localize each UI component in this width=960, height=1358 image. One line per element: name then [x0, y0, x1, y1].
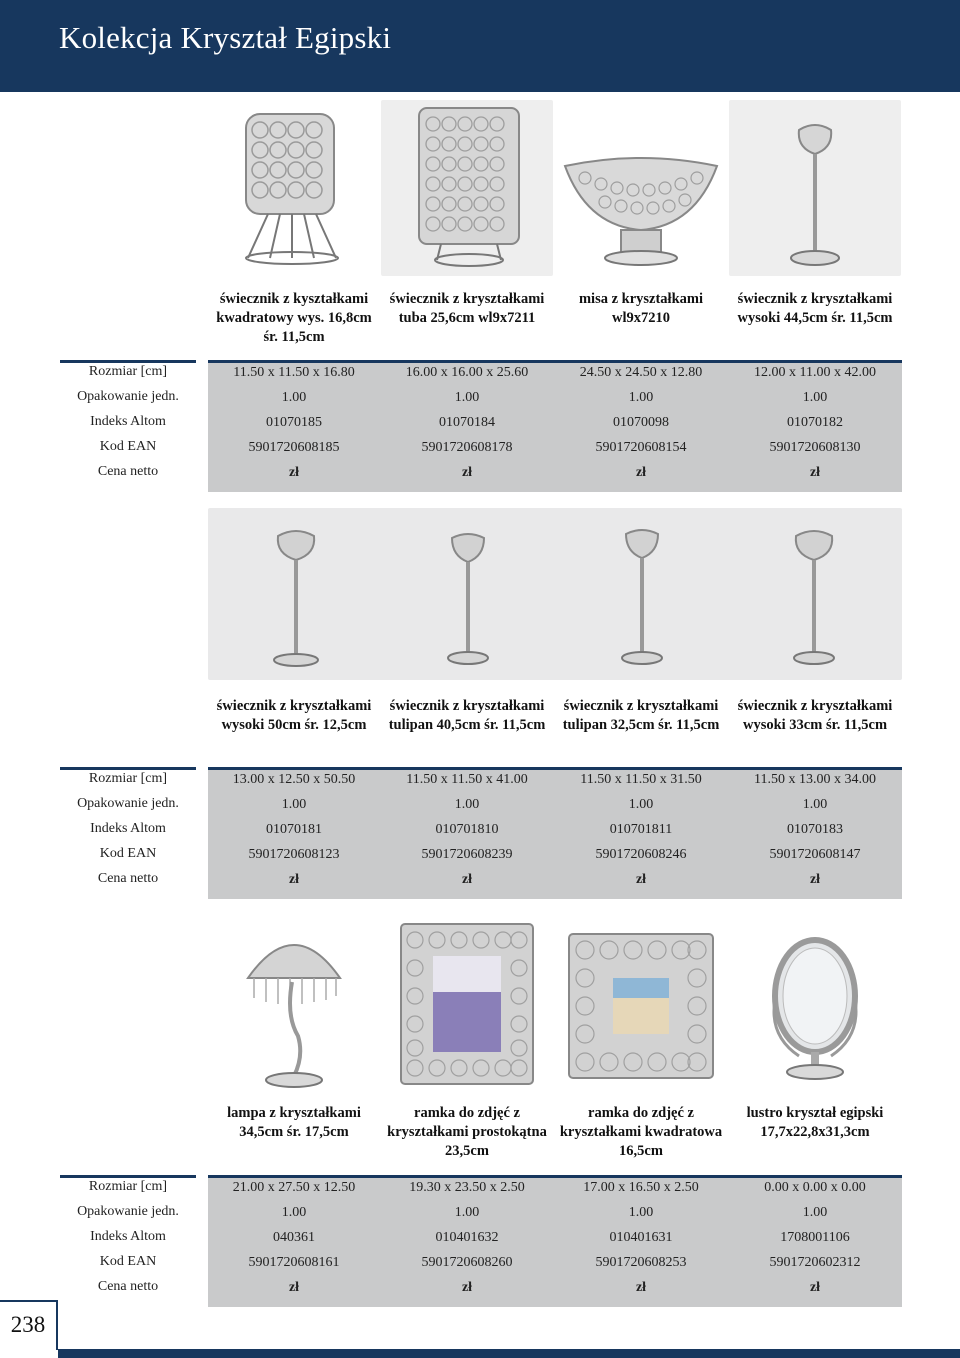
size-value: 24.50 x 24.50 x 12.80 [579, 365, 703, 380]
pack-value: 1.00 [628, 797, 654, 812]
page-number: 238 [0, 1300, 58, 1350]
square-photo-frame-icon [555, 916, 727, 1092]
index-value: 1708001106 [780, 1230, 850, 1245]
price-value: zł [461, 1280, 473, 1295]
square-crystal-candle-holder-icon [208, 100, 380, 276]
tube-crystal-candle-holder-icon [381, 100, 553, 276]
index-value: 01070184 [439, 415, 495, 430]
section-divider [60, 1175, 196, 1178]
label-price: Cena netto [97, 1279, 159, 1294]
tall-candle-holder-icon [794, 531, 834, 664]
ean-value: 5901720602312 [769, 1255, 861, 1270]
price-value: zł [461, 465, 473, 480]
price-value: zł [635, 1280, 647, 1295]
product-name: świecznik z kryształkami wysoki 44,5cm śr. 11,5cm [737, 291, 893, 326]
product-name: lampa z kryształkami 34,5cm śr. 17,5cm [227, 1105, 361, 1140]
price-value: zł [809, 872, 821, 887]
label-ean: Kod EAN [99, 1254, 157, 1269]
label-size: Rozmiar [cm] [88, 364, 168, 379]
index-value: 040361 [273, 1230, 315, 1245]
product-name: ramka do zdjęć z kryształkami kwadratowa 16,5cm [559, 1105, 723, 1159]
ean-value: 5901720608147 [769, 847, 861, 862]
ean-value: 5901720608178 [421, 440, 513, 455]
size-value: 17.00 x 16.50 x 2.50 [583, 1180, 699, 1195]
index-value: 01070185 [266, 415, 322, 430]
size-value: 13.00 x 12.50 x 50.50 [232, 772, 356, 787]
price-value: zł [461, 872, 473, 887]
label-index: Indeks Altom [90, 821, 166, 836]
section-divider [60, 360, 196, 363]
index-value: 010701810 [435, 822, 499, 837]
size-value: 0.00 x 0.00 x 0.00 [764, 1180, 866, 1195]
size-value: 11.50 x 11.50 x 41.00 [406, 772, 528, 787]
size-value: 16.00 x 16.00 x 25.60 [405, 365, 529, 380]
pack-value: 1.00 [802, 390, 828, 405]
price-value: zł [635, 872, 647, 887]
label-size: Rozmiar [cm] [88, 1179, 168, 1194]
label-price: Cena netto [97, 464, 159, 479]
pack-value: 1.00 [281, 797, 307, 812]
ean-value: 5901720608123 [248, 847, 340, 862]
index-value: 010401631 [609, 1230, 673, 1245]
label-pack: Opakowanie jedn. [77, 796, 179, 811]
ean-value: 5901720608239 [421, 847, 513, 862]
crystal-lamp-icon [208, 916, 380, 1092]
label-ean: Kod EAN [99, 439, 157, 454]
index-value: 01070183 [787, 822, 843, 837]
size-value: 11.50 x 11.50 x 31.50 [580, 772, 702, 787]
pack-value: 1.00 [454, 797, 480, 812]
product-name: lustro kryształ egipski 17,7x22,8x31,3cm [746, 1105, 884, 1140]
label-pack: Opakowanie jedn. [77, 1204, 179, 1219]
index-value: 01070181 [266, 822, 322, 837]
ean-value: 5901720608154 [595, 440, 687, 455]
page-title: Kolekcja Kryształ Egipski [59, 20, 392, 55]
tall-candle-holder-icon [274, 531, 318, 666]
size-value: 12.00 x 11.00 x 42.00 [754, 365, 876, 380]
product-name: świecznik z kryształkami tuba 25,6cm wl9x7211 [389, 291, 545, 326]
size-value: 11.50 x 13.00 x 34.00 [754, 772, 876, 787]
ean-value: 5901720608130 [769, 440, 861, 455]
product-name: świecznik z kryształkami tulipan 40,5cm śr. 11,5cm [388, 698, 546, 733]
pack-value: 1.00 [628, 1205, 654, 1220]
pack-value: 1.00 [628, 390, 654, 405]
index-value: 010401632 [435, 1230, 499, 1245]
tulip-candle-holder-icon [448, 534, 488, 664]
index-value: 01070098 [613, 415, 669, 430]
product-name: świecznik z kyształkami kwadratowy wys. 16,8cm śr. 11,5cm [216, 291, 372, 345]
product-name: ramka do zdjęć z kryształkami prostokątna 23,5cm [387, 1105, 547, 1159]
section-divider [60, 767, 196, 770]
rectangular-photo-frame-icon [381, 916, 553, 1092]
product-name: świecznik z kryształkami wysoki 50cm śr. 12,5cm [216, 698, 372, 733]
oval-mirror-icon [729, 916, 901, 1092]
index-value: 010701811 [609, 822, 673, 837]
size-value: 21.00 x 27.50 x 12.50 [232, 1180, 356, 1195]
candle-holders-photo [208, 508, 902, 680]
price-value: zł [288, 872, 300, 887]
size-value: 11.50 x 11.50 x 16.80 [233, 365, 355, 380]
pack-value: 1.00 [454, 1205, 480, 1220]
pack-value: 1.00 [802, 797, 828, 812]
label-pack: Opakowanie jedn. [77, 389, 179, 404]
index-value: 01070182 [787, 415, 843, 430]
ean-value: 5901720608246 [595, 847, 687, 862]
tulip-candle-holder-icon [622, 530, 662, 664]
price-value: zł [288, 465, 300, 480]
ean-value: 5901720608185 [248, 440, 340, 455]
price-value: zł [809, 465, 821, 480]
ean-value: 5901720608260 [421, 1255, 513, 1270]
ean-value: 5901720608161 [248, 1255, 340, 1270]
price-value: zł [288, 1280, 300, 1295]
product-name: świecznik z kryształkami tulipan 32,5cm śr. 11,5cm [562, 698, 720, 733]
product-name: misa z kryształkami wl9x7210 [578, 291, 704, 326]
size-value: 19.30 x 23.50 x 2.50 [409, 1180, 525, 1195]
pack-value: 1.00 [281, 1205, 307, 1220]
pack-value: 1.00 [454, 390, 480, 405]
label-index: Indeks Altom [90, 414, 166, 429]
label-ean: Kod EAN [99, 846, 157, 861]
price-value: zł [635, 465, 647, 480]
footer-bar [58, 1349, 960, 1358]
ean-value: 5901720608253 [595, 1255, 687, 1270]
crystal-bowl-icon [555, 100, 727, 276]
price-value: zł [809, 1280, 821, 1295]
label-index: Indeks Altom [90, 1229, 166, 1244]
product-name: świecznik z kryształkami wysoki 33cm śr. 11,5cm [737, 698, 893, 733]
page-header [0, 0, 960, 92]
tall-candle-holder-icon [729, 100, 901, 276]
label-size: Rozmiar [cm] [88, 771, 168, 786]
pack-value: 1.00 [281, 390, 307, 405]
pack-value: 1.00 [802, 1205, 828, 1220]
label-price: Cena netto [97, 871, 159, 886]
